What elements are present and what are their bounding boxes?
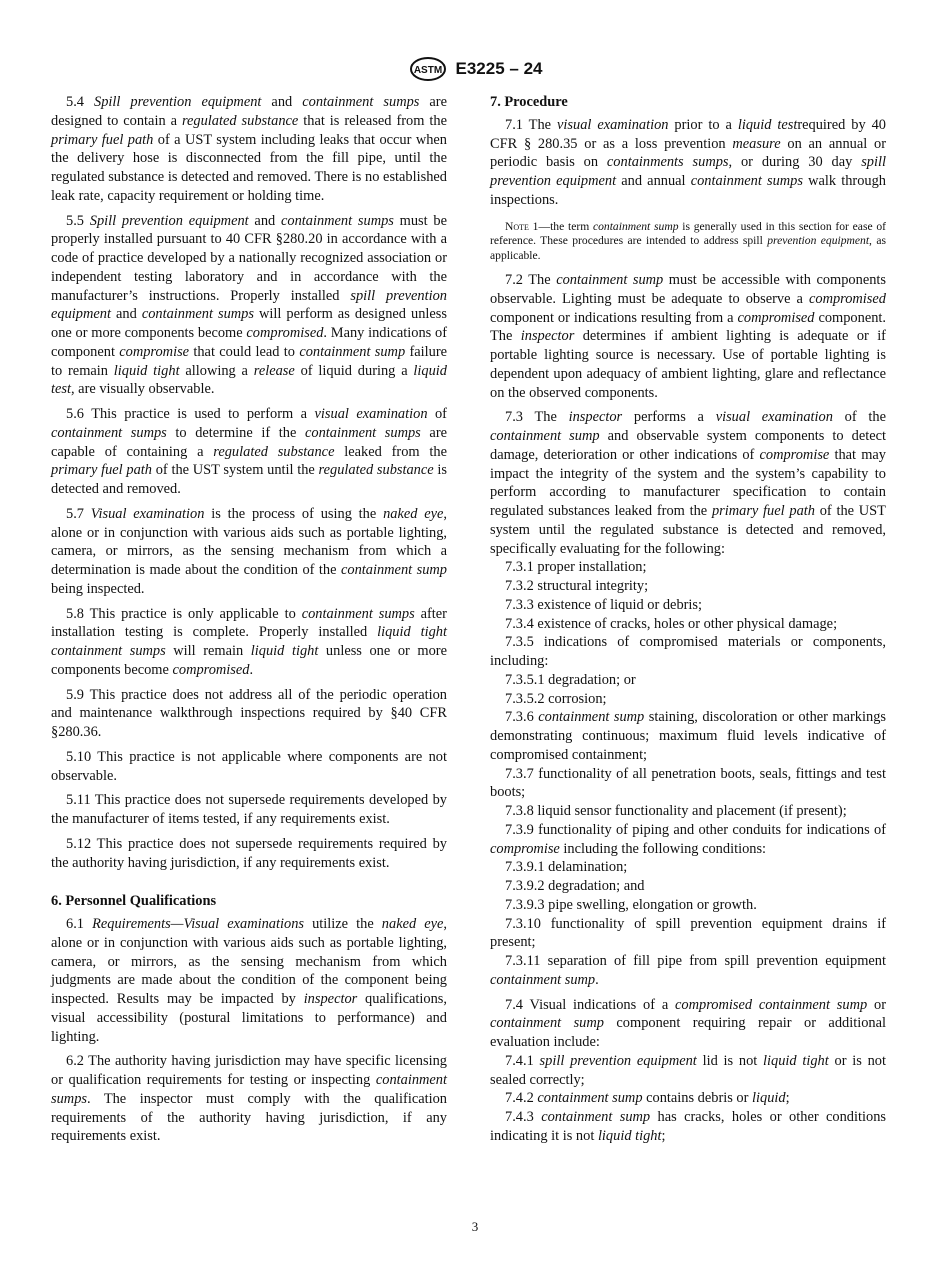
- paragraph: 5.10 This practice is not applicable where components are not observable.: [51, 748, 447, 784]
- paragraph: 7.3.11 separation of fill pipe from spill prevention equipment containment sump.: [490, 953, 886, 988]
- paragraph: 7.3.8 liquid sensor functionality and placement (if present);: [505, 803, 847, 819]
- paragraph: 7.3 The inspector performs a visual examination of the containment sump and observable system components to detect damage, deterioration or other indications of compromise that may impact the integrity of the system and the system’s capability to perform according to manufacturer specification to contain regulated substances leaked from the primary fuel path of the UST system until the regulated substance is detected and removed, specifically evaluating for the following:: [490, 409, 887, 557]
- paragraph: 7.3.9.1 delamination;: [505, 859, 628, 876]
- paragraph: 7.4.2 containment sump contains debris or liquid;: [505, 1090, 790, 1107]
- paragraph: 7.2 The containment sump must be accessible with components observable. Lighting must be adequate to observe a compromised component or indications resulting from a compromised component. The inspector determines if ambient lighting is adequate or if portable lighting source is necessary. Use of portable lighting is dependent upon adequacy of ambient lighting, glare and reflectance on the observed components.: [490, 272, 887, 401]
- paragraph: 5.7 Visual examination is the process of using the naked eye, alone or in conjunction with various aids such as portable lighting, camera, or mirrors, as the sensing mechanism from which a determination is made about the condition of the containment sump being inspected.: [51, 505, 447, 597]
- paragraph: 7.4.1 spill prevention equipment lid is not liquid tight or is not sealed correctly;: [490, 1052, 886, 1088]
- paragraph: 7.3.2 structural integrity;: [505, 578, 649, 594]
- paragraph: 7.3.7 functionality of all penetration boots, seals, fittings and test boots;: [490, 765, 886, 801]
- paragraph: 5.9 This practice does not address all of the periodic operation and maintenance walkthrough inspections required by §40 CFR §280.36.: [51, 686, 447, 740]
- paragraph: 7.4.3 containment sump has cracks, holes or other conditions indicating it is not liquid tight;: [490, 1109, 886, 1144]
- right-column: [490, 93, 886, 1146]
- section-heading: 6. Personnel Qualifications: [51, 893, 217, 910]
- section-heading: 7. Procedure: [490, 94, 568, 110]
- page-number: 3: [471, 1219, 479, 1234]
- paragraph: 7.3.9.3 pipe swelling, elongation or growth.: [505, 896, 757, 913]
- paragraph: 7.4 Visual indications of a compromised containment sump or containment sump component requiring repair or additional evaluation include:: [490, 996, 886, 1050]
- left-column: [51, 93, 447, 1152]
- paragraph: 5.4 Spill prevention equipment and containment sumps are designed to contain a regulated substance that is released from the primary fuel path of a UST system including leaks that occur when the delivery hose is disconnected from the fill pipe, until the regulated substance is detected and removed. There is no established leak rate, capacity requirement or holding time.: [51, 94, 447, 204]
- astm-logo-icon: [408, 57, 448, 81]
- paragraph: 7.3.10 functionality of spill prevention equipment drains if present;: [490, 915, 886, 951]
- paragraph: 7.3.5 indications of compromised materials or components, including:: [490, 634, 886, 669]
- paragraph: 7.3.9 functionality of piping and other conduits for indications of compromise including the following conditions:: [490, 821, 886, 857]
- paragraph: 7.3.4 existence of cracks, holes or other physical damage;: [505, 615, 838, 632]
- paragraph: 6.2 The authority having jurisdiction may have specific licensing or qualification requirements for testing or inspecting containment sumps. The inspector must comply with the qualification requirements of the authority having jurisdiction, if any requirements exist.: [51, 1053, 447, 1145]
- note: Note 1—the term containment sump is generally used in this section for ease of reference. These procedures are intended to address spill prevention equipment, as applicable.: [490, 219, 886, 262]
- paragraph: 5.5 Spill prevention equipment and containment sumps must be properly installed pursuant to 40 CFR §280.20 in accordance with a code of practice developed by a nationally recognized association or independent testing laboratory and in accordance with the manufacturer’s instructions. Properly installed spill prevention equipment and containment sumps will perform as designed unless one or more components become compromised. Many indications of component compromise that could lead to containment sump failure to remain liquid tight allowing a release of liquid during a liquid test, are visually observable.: [51, 212, 448, 398]
- page-header: [0, 56, 950, 82]
- paragraph: 7.1 The visual examination prior to a liquid testrequired by 40 CFR § 280.35 or as a loss prevention measure on an annual or periodic basis on containments sumps, or during 30 day spill prevention equipment and annual containment sumps walk through inspections.: [490, 116, 886, 208]
- paragraph: 7.3.5.2 corrosion;: [505, 690, 607, 707]
- astm-logo-text: ASTM: [413, 65, 442, 76]
- paragraph: 5.11 This practice does not supersede requirements developed by the manufacturer of items tested, if any requirements exist.: [51, 792, 447, 827]
- paragraph: 5.8 This practice is only applicable to containment sumps after installation testing is complete. Properly installed liquid tight containment sumps will remain liquid tight unless one or more components become compromised.: [51, 605, 447, 678]
- paragraph: 7.3.5.1 degradation; or: [505, 671, 636, 688]
- paragraph: 5.6 This practice is used to perform a visual examination of containment sumps to determine if the containment sumps are capable of containing a regulated substance leaked from the primary fuel path of the UST system until the regulated substance is detected and removed.: [51, 406, 447, 497]
- paragraph: 6.1 Requirements—Visual examinations utilize the naked eye, alone or in conjunction with various aids such as portable lighting, camera, or mirrors, as the sensing mechanism from which judgments are made about the condition of the component being inspected. Results may be impacted by inspector qualifications, visual accessibility (postural limitations to performance) and lighting.: [51, 916, 448, 1045]
- paragraph: 5.12 This practice does not supersede requirements required by the authority having jurisdiction, if any requirements exist.: [51, 835, 447, 871]
- paragraph: 7.3.1 proper installation;: [505, 559, 647, 576]
- paragraph: 7.3.3 existence of liquid or debris;: [505, 596, 703, 613]
- document-code: E3225 – 24: [455, 59, 543, 78]
- paragraph: 7.3.6 containment sump staining, discoloration or other markings demonstrating continuous; maximum fluid levels indicative of compromised containment;: [490, 709, 886, 763]
- paragraph: 7.3.9.2 degradation; and: [505, 878, 645, 894]
